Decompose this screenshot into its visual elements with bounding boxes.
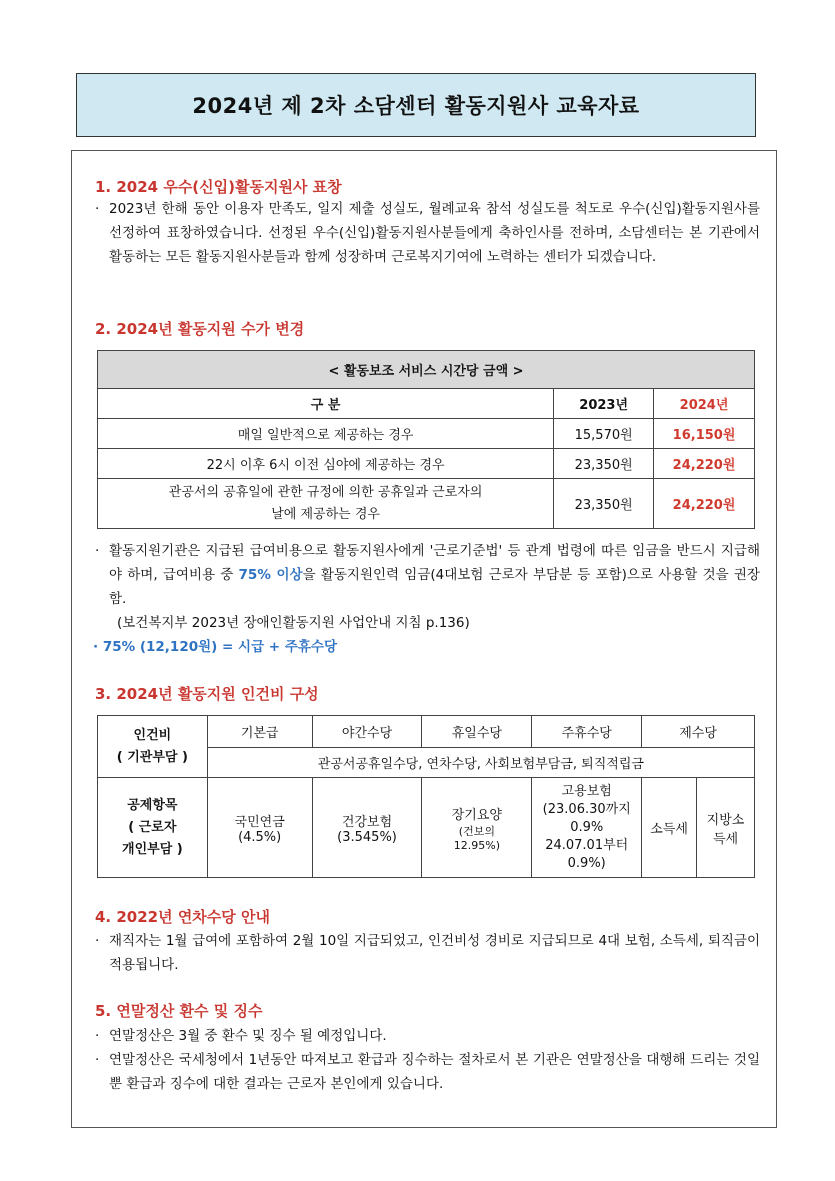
ltc-label: 장기요양 <box>451 807 502 823</box>
note-text-post: 을 활동지원인력 임금(4대보험 근로자 부담분 등 포함)으로 사용할 것을 권장함. <box>109 567 760 607</box>
row-label: 관공서의 공휴일에 관한 규정에 의한 공휴일과 근로자의 날에 제공하는 경우 <box>98 479 554 529</box>
note-text-pre: 활동지원기관은 지급된 급여비용으로 활동지원사에게 '근로기준법' 등 관계 법령에 따른 임금을 반드시 지급해야 하며, 급여비용 중 <box>109 543 760 583</box>
table-row <box>98 479 755 529</box>
section-1-paragraph <box>95 197 760 269</box>
table-caption: < 활동보조 서비스 시간당 금액 > <box>98 351 755 389</box>
employer-cost-label: 인건비 ( 기관부담 ) <box>98 716 208 778</box>
allowance-detail: 관공서공휴일수당, 연차수당, 사회보험부담금, 퇴직적립금 <box>207 748 754 778</box>
rate-2024: 24,220원 <box>654 449 755 479</box>
page-title: 2024년 제 2차 소담센터 활동지원사 교육자료 <box>192 94 640 118</box>
section-1-heading: 1. 2024 우수(신입)활동지원사 표창 <box>95 178 342 196</box>
rate-2023: 23,350원 <box>554 449 654 479</box>
rate-2023: 23,350원 <box>554 479 654 529</box>
title-banner <box>76 73 756 137</box>
rate-2024: 16,150원 <box>654 419 755 449</box>
header-2023: 2023년 <box>554 389 654 419</box>
note-highlight: 75% 이상 <box>238 567 303 583</box>
header-category: 구 분 <box>98 389 554 419</box>
section-2-heading: 2. 2024년 활동지원 수가 변경 <box>95 320 305 338</box>
section-5-paragraph <box>95 1024 760 1096</box>
deduction-item-ltc <box>422 778 532 878</box>
deduction-item: 국민연금 (4.5%) <box>207 778 312 878</box>
rate-2023: 15,570원 <box>554 419 654 449</box>
deduction-item: 소득세 <box>642 778 697 878</box>
section-5-text-2: 연말정산은 국세청에서 1년동안 따져보고 환급과 징수하는 절차로서 본 기관은 연말정산을 대행해 드리는 것일 뿐 환급과 징수에 대한 결과는 근로자 본인에게 있습니다. <box>109 1052 760 1092</box>
wage-rate-table <box>97 350 755 529</box>
section-5-text-1: 연말정산은 3월 중 환수 및 징수 될 예정입니다. <box>109 1028 387 1044</box>
section-5-heading: 5. 연말정산 환수 및 징수 <box>95 1002 263 1020</box>
rate-2024: 24,220원 <box>654 479 755 529</box>
bullet: · <box>95 1028 100 1044</box>
cost-item: 휴일수당 <box>422 716 532 748</box>
cost-item: 야간수당 <box>312 716 422 748</box>
row-label: 22시 이후 6시 이전 심야에 제공하는 경우 <box>98 449 554 479</box>
table-row <box>98 449 755 479</box>
source-note: (보건복지부 2023년 장애인활동지원 사업안내 지침 p.136) <box>117 615 470 631</box>
deduction-item: 고용보험 (23.06.30까지 0.9% 24.07.01부터 0.9%) <box>532 778 642 878</box>
bullet: · <box>95 543 100 559</box>
formula: · 75% (12,120원) = 시급 + 주휴수당 <box>93 639 337 655</box>
deduction-label: 공제항목 ( 근로자 개인부담 ) <box>98 778 208 878</box>
section-4-paragraph <box>95 929 760 977</box>
section-4-heading: 4. 2022년 연차수당 안내 <box>95 908 270 926</box>
labor-cost-table <box>97 715 755 878</box>
deduction-item: 지방소득세 <box>697 778 755 878</box>
row-label: 매일 일반적으로 제공하는 경우 <box>98 419 554 449</box>
header-2024: 2024년 <box>654 389 755 419</box>
bullet: · <box>95 1052 100 1068</box>
cost-item: 기본급 <box>207 716 312 748</box>
section-1-text: 2023년 한해 동안 이용자 만족도, 일지 제출 성실도, 월례교육 참석 성실도를 척도로 우수(신입)활동지원사를 선정하여 표창하였습니다. 선정된 우수(신입)활동지원사분들에게 축하인사를 전하며, 소담센터는 본 기관에서 활동하는 모든 활동지원사분들과 함께 성장하며 근로복지기여에 노력하는 센터가 되겠습니다. <box>109 201 760 265</box>
cost-item: 주휴수당 <box>532 716 642 748</box>
ltc-note: (건보의 12.95%) <box>453 824 500 852</box>
bullet: · <box>95 933 100 949</box>
bullet: · <box>95 201 100 217</box>
section-3-heading: 3. 2024년 활동지원 인건비 구성 <box>95 685 319 703</box>
table-row <box>98 419 755 449</box>
cost-item: 제수당 <box>642 716 755 748</box>
section-2-note <box>95 539 760 659</box>
section-4-text: 재직자는 1월 급여에 포함하여 2월 10일 지급되었고, 인건비성 경비로 지급되므로 4대 보험, 소득세, 퇴직금이 적용됩니다. <box>109 933 760 973</box>
deduction-item: 건강보험 (3.545%) <box>312 778 422 878</box>
